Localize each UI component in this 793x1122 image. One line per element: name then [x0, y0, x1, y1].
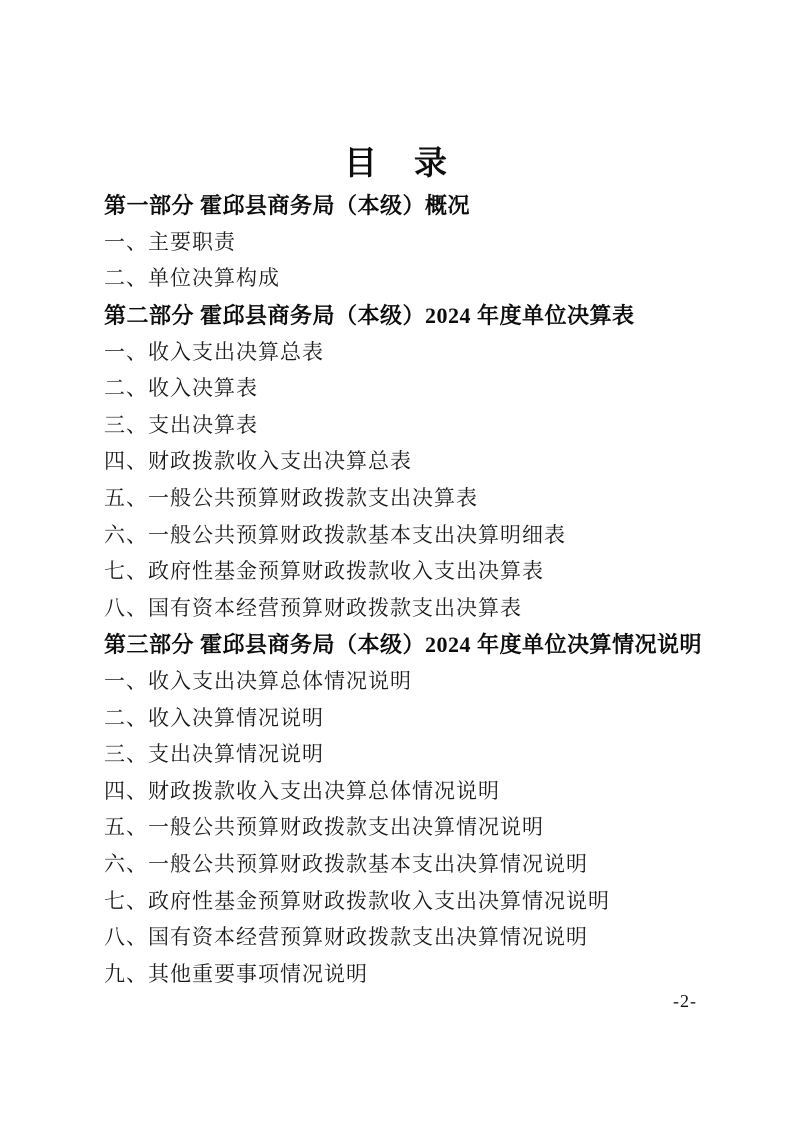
toc-item: 三、支出决算情况说明	[104, 742, 324, 767]
toc-item: 三、支出决算表	[104, 412, 258, 437]
toc-item: 一、收入支出决算总表	[104, 339, 324, 364]
table-of-contents	[104, 186, 705, 991]
toc-section-heading-1: 第一部分 霍邱县商务局（本级）概况	[104, 192, 471, 218]
toc-item: 一、主要职责	[104, 229, 236, 254]
toc-item: 八、国有资本经营预算财政拨款支出决算表	[104, 595, 522, 620]
toc-item: 七、政府性基金预算财政拨款收入支出决算情况说明	[104, 888, 610, 913]
toc-section-heading-3: 第三部分 霍邱县商务局（本级）2024 年度单位决算情况说明	[104, 631, 703, 657]
toc-item: 七、政府性基金预算财政拨款收入支出决算表	[104, 559, 544, 584]
toc-item: 九、其他重要事项情况说明	[104, 961, 368, 986]
toc-item: 五、一般公共预算财政拨款支出决算表	[104, 486, 478, 511]
toc-item: 二、收入决算表	[104, 376, 258, 401]
toc-item: 二、单位决算构成	[104, 266, 280, 291]
toc-item: 八、国有资本经营预算财政拨款支出决算情况说明	[104, 925, 588, 950]
toc-item: 六、一般公共预算财政拨款基本支出决算明细表	[104, 522, 566, 547]
toc-item: 一、收入支出决算总体情况说明	[104, 669, 412, 694]
toc-item: 五、一般公共预算财政拨款支出决算情况说明	[104, 815, 544, 840]
toc-item: 二、收入决算情况说明	[104, 705, 324, 730]
toc-item: 四、财政拨款收入支出决算总表	[104, 449, 412, 474]
toc-section-heading-2: 第二部分 霍邱县商务局（本级）2024 年度单位决算表	[104, 302, 635, 328]
page-title: 目 录	[344, 144, 449, 181]
toc-item: 四、财政拨款收入支出决算总体情况说明	[104, 778, 500, 803]
toc-item: 六、一般公共预算财政拨款基本支出决算情况说明	[104, 851, 588, 876]
page-number: -2-	[673, 991, 697, 1011]
